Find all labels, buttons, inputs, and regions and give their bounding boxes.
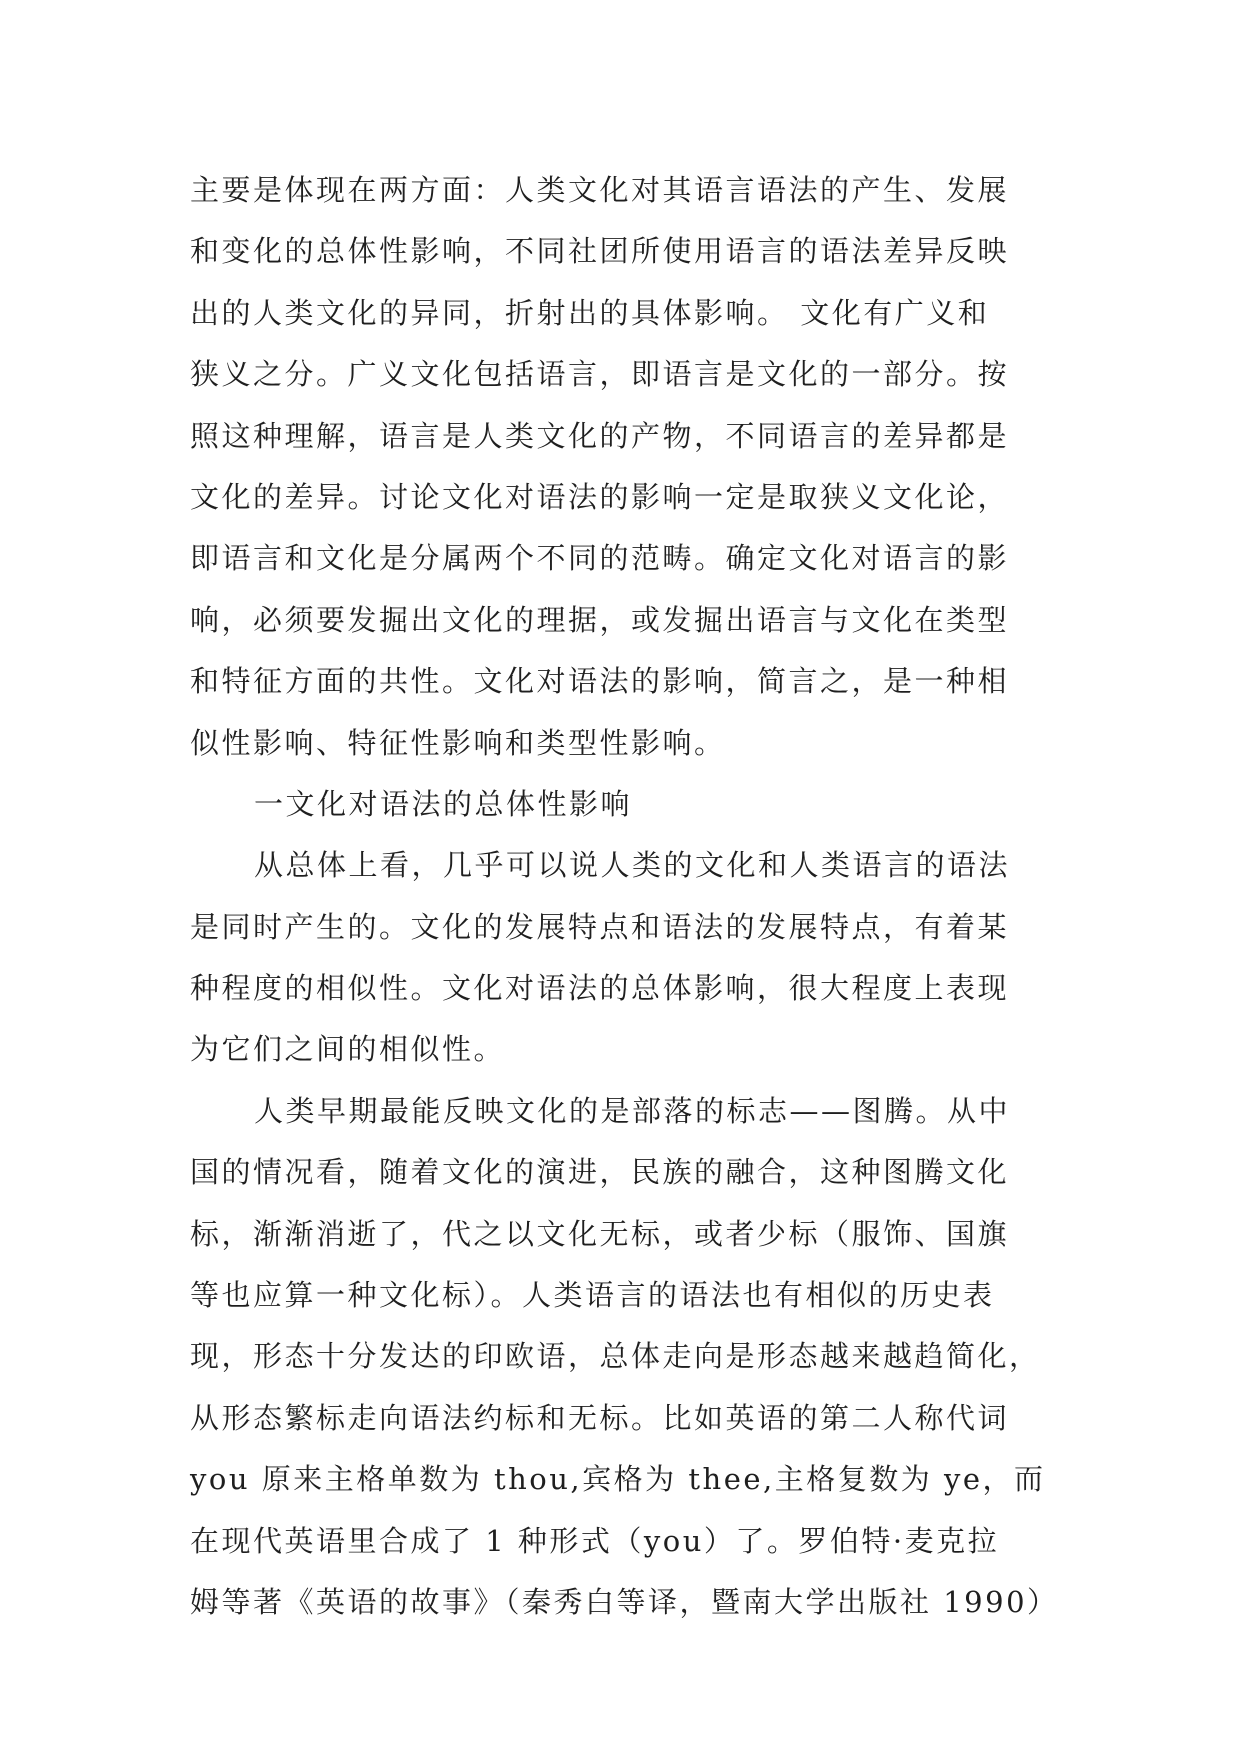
text-line: 在现代英语里合成了 1 种形式（you）了。罗伯特·麦克拉 bbox=[190, 1523, 1000, 1558]
text-line: 狭义之分。广义文化包括语言，即语言是文化的一部分。按 bbox=[190, 357, 1010, 392]
text-line: 现，形态十分发达的印欧语，总体走向是形态越来越趋简化， bbox=[190, 1339, 1041, 1374]
text-line: 和变化的总体性影响，不同社团所使用语言的语法差异反映 bbox=[190, 234, 1010, 269]
text-line: 等也应算一种文化标）。人类语言的语法也有相似的历史表 bbox=[190, 1278, 995, 1313]
text-line: 和特征方面的共性。文化对语法的影响，简言之，是一种相 bbox=[190, 664, 1010, 699]
text-line: 从总体上看，几乎可以说人类的文化和人类语言的语法 bbox=[254, 848, 1011, 883]
document-body bbox=[190, 160, 1059, 1633]
text-line: 姆等著《英语的故事》（秦秀白等译，暨南大学出版社 1990） bbox=[190, 1584, 1059, 1619]
text-line: 似性影响、特征性影响和类型性影响。 bbox=[190, 725, 726, 760]
text-line: 人类早期最能反映文化的是部落的标志——图腾。从中 bbox=[254, 1093, 1011, 1128]
text-line: 即语言和文化是分属两个不同的范畴。确定文化对语言的影 bbox=[190, 541, 1010, 576]
text-line: 种程度的相似性。文化对语法的总体影响，很大程度上表现 bbox=[190, 971, 1010, 1006]
text-line: 照这种理解，语言是人类文化的产物，不同语言的差异都是 bbox=[190, 418, 1010, 453]
text-line: 文化的差异。讨论文化对语法的影响一定是取狭义文化论， bbox=[190, 479, 1010, 514]
text-line: 主要是体现在两方面：人类文化对其语言语法的产生、发展 bbox=[190, 173, 1010, 207]
text-line: 出的人类文化的异同，折射出的具体影响。 文化有广义和 bbox=[190, 295, 990, 330]
text-line: you 原来主格单数为 thou,宾格为 thee,主格复数为 ye，而 bbox=[190, 1462, 1046, 1497]
text-line: 从形态繁标走向语法约标和无标。比如英语的第二人称代词 bbox=[190, 1400, 1010, 1435]
text-line: 响，必须要发掘出文化的理据，或发掘出语言与文化在类型 bbox=[190, 602, 1010, 637]
text-line: 标，渐渐消逝了，代之以文化无标，或者少标（服饰、国旗 bbox=[190, 1216, 1010, 1251]
text-line: 为它们之间的相似性。 bbox=[190, 1032, 506, 1067]
text-line: 是同时产生的。文化的发展特点和语法的发展特点，有着某 bbox=[190, 909, 1010, 944]
text-line: 国的情况看，随着文化的演进，民族的融合，这种图腾文化 bbox=[190, 1155, 1010, 1190]
section-heading: 一文化对语法的总体性影响 bbox=[254, 786, 633, 821]
